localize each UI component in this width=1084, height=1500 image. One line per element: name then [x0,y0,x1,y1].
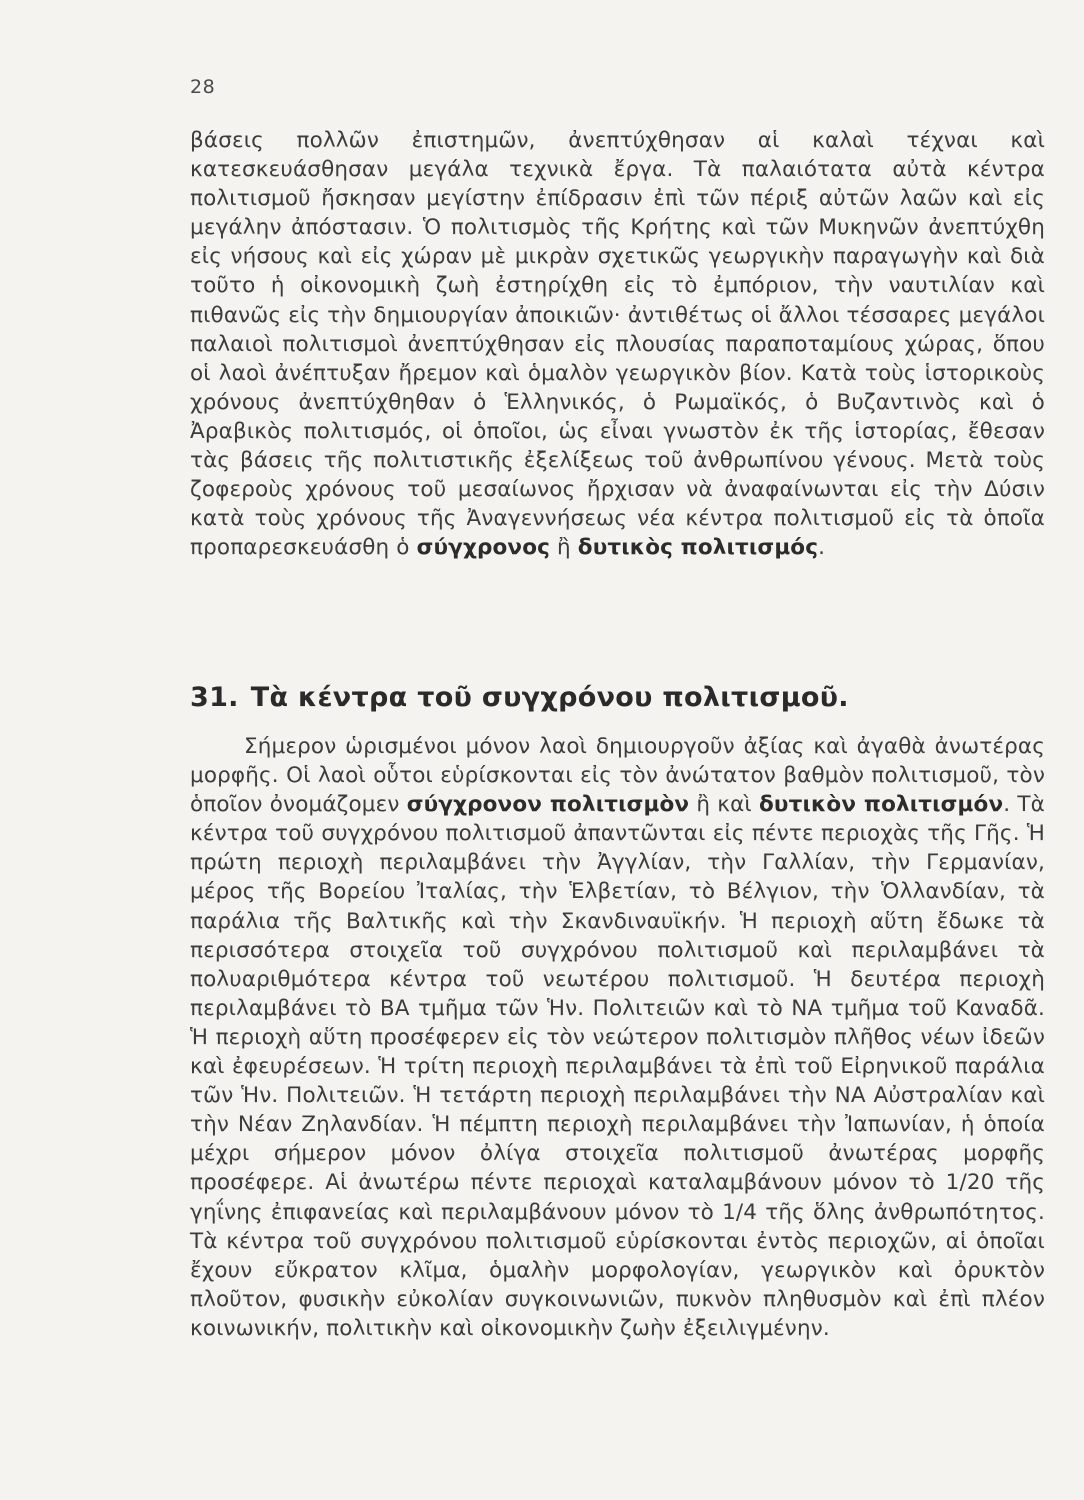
paragraph-text: βάσεις πολλῶν ἐπιστημῶν, ἀνεπτύχθησαν αἱ καλαὶ τέχναι καὶ κατεσκευάσθησαν μεγάλα τεχνικὰ ἔργα. Τὰ παλαιότατα αὐτὰ κέντρα πολιτισμοῦ ἤσκησαν μεγίστην ἐπίδρασιν ἐπὶ τῶν πέριξ αὐτῶν λαῶν καὶ εἰς μεγάλην ἀπόστασιν. Ὁ πολιτισμὸς τῆς Κρήτης καὶ τῶν Μυκηνῶν ἀνεπτύχθη εἰς νήσους καὶ εἰς χώραν μὲ μικρὰν σχετικῶς γεωργικὴν παραγωγὴν καὶ διὰ τοῦτο ἡ οἰκονομικὴ ζωὴ ἐστηρίχθη εἰς τὸ ἐμπόριον, τὴν ναυτιλίαν καὶ πιθανῶς εἰς τὴν δημιουργίαν ἀποικιῶν· ἀντιθέτως οἱ ἄλλοι τέσσαρες μεγάλοι παλαιοὶ πολιτισμοὶ ἀνεπτύχθησαν εἰς πλουσίας παραποταμίους χώρας, ὅπου οἱ λαοὶ ἀνέπτυξαν ἤρεμον καὶ ὁμαλὸν γεωργικὸν βίον. Κατὰ τοὺς ἱστορικοὺς χρόνους ἀνεπτύχθηθαν ὁ Ἑλληνικός, ὁ Ρωμαϊκός, ὁ Βυζαντινὸς καὶ ὁ Ἀραβικὸς πολιτισμός, οἱ ὁποῖοι, ὡς εἶναι γνωστὸν ἐκ τῆς ἱστορίας, ἔθεσαν τὰς βάσεις τῆς πολιτιστικῆς ἐξελίξεως τοῦ ἀνθρωπίνου γένους. Μετὰ τοὺς ζοφεροὺς χρόνους τοῦ μεσαίωνος ἤρχισαν νὰ ἀναφαίνωνται εἰς τὴν Δύσιν κατὰ τοὺς χρόνους τῆς Ἀναγεννήσεως νέα κέντρα πολιτισμοῦ εἰς τὰ ὁποῖα προπαρεσκευάσθη ὁ [190,128,1045,561]
page-number: 28 [190,76,216,98]
bold-term-western: δυτικὸς πολιτισμός [577,535,819,561]
bold-term-western-civilization: δυτικὸν πολιτισμόν [758,792,1004,818]
paragraph-text: . [818,535,826,561]
bold-term-modern-civilization: σύγχρονον πολιτισμὸν [406,792,690,818]
paragraph-text: . Τὰ κέντρα τοῦ συγχρόνου πολιτισμοῦ ἀπαντῶνται εἰς πέντε περιοχὰς τῆς Γῆς. Ἡ πρώτη περιοχὴ περιλαμβάνει τὴν Ἀγγλίαν, τὴν Γαλλίαν, τὴν Γερμανίαν, μέρος τῆς Βορείου Ἰταλίας, τὴν Ἑλβετίαν, τὸ Βέλγιον, τὴν Ὁλλανδίαν, τὰ παράλια τῆς Βαλτικῆς καὶ τὴν Σκανδιναυϊκήν. Ἡ περιοχὴ αὕτη ἔδωκε τὰ περισσότερα στοιχεῖα τοῦ συγχρόνου πολιτισμοῦ καὶ περιλαμβάνει τὰ πολυαριθμότερα κέντρα τοῦ νεωτέρου πολιτισμοῦ. Ἡ δευτέρα περιοχὴ περιλαμβάνει τὸ ΒΑ τμῆμα τῶν Ἡν. Πολιτειῶν καὶ τὸ ΝΑ τμῆμα τοῦ Καναδᾶ. Ἡ περιοχὴ αὕτη προσέφερεν εἰς τὸν νεώτερον πολιτισμὸν πλῆθος νέων ἰδεῶν καὶ ἐφευρέσεων. Ἡ τρίτη περιοχὴ περιλαμβάνει τὰ ἐπὶ τοῦ Εἰρηνικοῦ παράλια τῶν Ἡν. Πολιτειῶν. Ἡ τετάρτη περιοχὴ περιλαμβάνει τὴν ΝΑ Αὐστραλίαν καὶ τὴν Νέαν Ζηλανδίαν. Ἡ πέμπτη περιοχὴ περιλαμβάνει τὴν Ἰαπωνίαν, ἡ ὁποία μέχρι σήμερον μόνον ὀλίγα στοιχεῖα πολιτισμοῦ ἀνωτέρας μορφῆς προσέφερε. Αἱ ἀνωτέρω πέντε περιοχαὶ καταλαμβάνουν μόνον τὸ 1/20 τῆς γηΐνης ἐπιφανείας καὶ περιλαμβάνουν μόνον τὸ 1/4 τῆς ὅλης ἀνθρωπότητος. Τὰ κέντρα τοῦ συγχρόνου πολιτισμοῦ εὑρίσκονται ἐντὸς περιοχῶν, αἱ ὁποῖαι ἔχουν εὔκρατον κλῖμα, ὁμαλὴν μορφολογίαν, γεωργικὸν καὶ ὀρυκτὸν πλοῦτον, φυσικὴν εὐκολίαν συγκοινωνιῶν, πυκνὸν πληθυσμὸν καὶ ἐπὶ πλέον κοινωνικήν, πολιτικὴν καὶ οἰκονομικὴν ζωὴν ἐξειλιγμένην. [190,792,1045,1341]
paragraph-text: ἢ καὶ [689,792,759,818]
paragraph-continued [190,126,1045,562]
section-heading [190,682,849,713]
paragraph-text: ἢ [550,535,578,561]
section-number: 31. [190,682,239,713]
bold-term-modern: σύγχρονος [416,535,551,561]
section-paragraph [190,732,1045,1343]
paragraph-text: Σήμερον ὡρισμένοι μόνον λαοὶ δημιουργοῦν ἀξίας καὶ ἀγαθὰ ἀνωτέρας μορφῆς. Οἱ λαοὶ οὗτοι εὑρίσκονται εἰς τὸν ἀνώτατον βαθμὸν πολιτισμοῦ, τὸν ὁποῖον ὀνομάζομεν [190,734,1045,818]
section-title: Τὰ κέντρα τοῦ συγχρόνου πολιτισμοῦ. [250,682,849,713]
